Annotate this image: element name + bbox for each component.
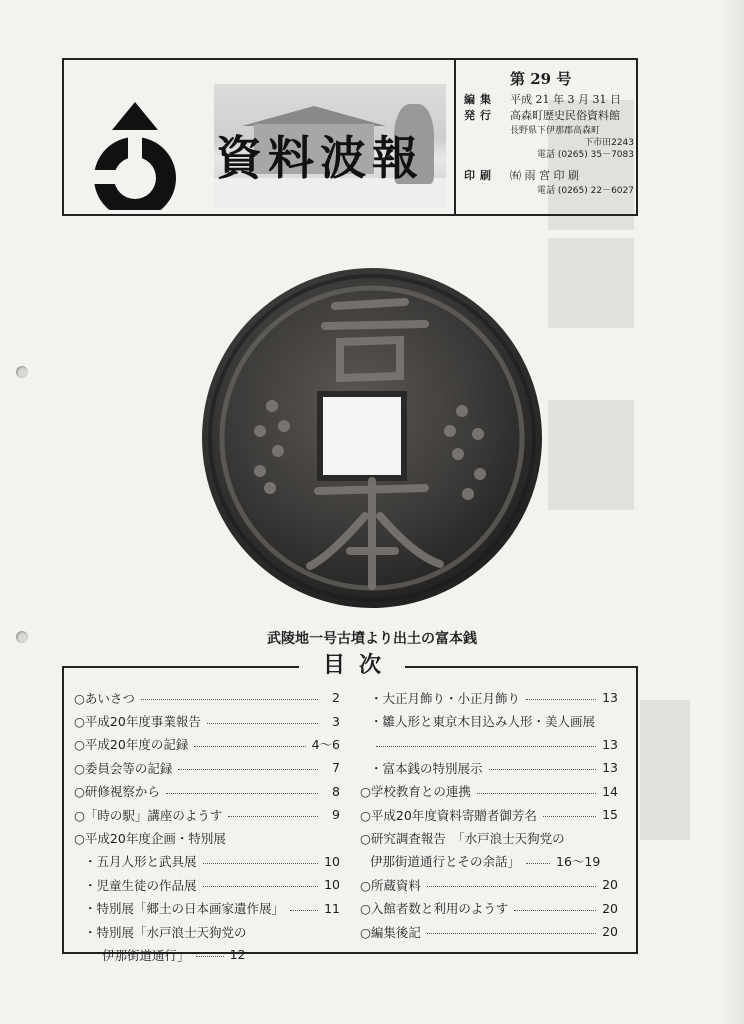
toc-item-page: 4～6 — [311, 737, 340, 753]
toc-item-page: 12 — [229, 947, 246, 963]
toc-item[interactable] — [74, 920, 340, 943]
toc-item[interactable] — [360, 873, 618, 896]
publisher-address: 長野県下伊那郡高森町 — [510, 126, 601, 136]
toc-item-label: ・特別展「水戸浪士天狗党の — [84, 924, 247, 940]
toc-item-page: 7 — [332, 760, 340, 776]
table-of-contents — [62, 653, 638, 963]
toc-item[interactable] — [360, 686, 618, 709]
masthead-title-area — [64, 60, 454, 214]
fuhonsen-coin-image — [200, 266, 544, 610]
toc-item[interactable] — [74, 873, 340, 896]
showthrough-photo — [548, 400, 634, 510]
toc-item-label: ○平成20年度事業報告 — [74, 714, 201, 730]
toc-item[interactable] — [74, 709, 340, 732]
toc-title-text: 目次 — [299, 653, 405, 678]
toc-item-page: 20 — [602, 924, 618, 940]
toc-item[interactable] — [74, 943, 340, 966]
toc-item-label: ・大正月飾り・小正月飾り — [370, 690, 521, 706]
toc-item-page: 16～19 — [556, 854, 601, 870]
masthead — [62, 58, 638, 216]
toc-item-page: 15 — [602, 807, 618, 823]
toc-item-label: ○入館者数と利用のようす — [360, 901, 509, 917]
showthrough-photo — [640, 700, 690, 840]
issue-number: 第 29 号 — [510, 70, 572, 88]
toc-item-label: ・特別展「郷土の日本画家遺作展」 — [84, 901, 285, 917]
toc-item-label: ・富本銭の特別展示 — [370, 760, 483, 776]
town-emblem-icon — [80, 100, 190, 210]
printer-name: ㈲ 雨 宮 印 刷 — [510, 169, 579, 182]
toc-item-page: 13 — [602, 690, 618, 706]
toc-item-page: 20 — [602, 900, 618, 916]
toc-item-label: 伊那街道通行とその余話」 — [370, 854, 521, 870]
toc-item-label: ○平成20年度企画・特別展 — [74, 831, 226, 847]
toc-item-page: 9 — [332, 807, 340, 823]
toc-item-label: ○所蔵資料 — [360, 877, 421, 893]
toc-item[interactable] — [360, 897, 618, 920]
coin-photo — [200, 266, 544, 610]
toc-item-page: 14 — [602, 783, 618, 799]
toc-item-page: 3 — [332, 713, 340, 729]
toc-item-label: ○研修視察から — [74, 784, 160, 800]
toc-item-page: 8 — [332, 783, 340, 799]
toc-item[interactable] — [360, 780, 618, 803]
publisher-name: 高森町歴史民俗資料館 — [510, 109, 620, 122]
toc-item-label: ○平成20年度の記録 — [74, 737, 189, 753]
info-row-printer — [464, 169, 634, 185]
toc-item-label: ・雛人形と東京木目込み人形・美人画展 — [370, 714, 596, 730]
toc-item-label: ○委員会等の記録 — [74, 760, 173, 776]
toc-right-column — [360, 686, 618, 943]
toc-item[interactable] — [360, 803, 618, 826]
toc-item[interactable] — [74, 897, 340, 920]
toc-item-page: 20 — [602, 877, 618, 893]
info-label: 編集 — [464, 93, 496, 106]
publisher-phone: 電話 (0265) 35－7083 — [536, 150, 634, 160]
toc-item-page: 10 — [324, 877, 340, 893]
newsletter-title: 資料波報 — [216, 131, 424, 185]
toc-item[interactable] — [74, 826, 340, 849]
toc-item[interactable] — [360, 920, 618, 943]
info-row-edit — [464, 93, 634, 109]
toc-item-page: 11 — [324, 900, 340, 916]
toc-item[interactable] — [74, 756, 340, 779]
toc-left-column — [74, 686, 340, 967]
toc-item-label: ・児童生徒の作品展 — [84, 877, 197, 893]
info-label: 印刷 — [464, 169, 496, 182]
toc-item-page: 13 — [602, 760, 618, 776]
toc-item-label: 伊那街道通行」 — [102, 947, 190, 963]
toc-item[interactable] — [360, 756, 618, 779]
toc-item[interactable] — [360, 709, 618, 732]
toc-item[interactable] — [74, 803, 340, 826]
toc-item-label: ○「時の駅」講座のようす — [74, 807, 223, 823]
toc-item-label: ・五月人形と武具展 — [84, 854, 197, 870]
toc-item-label: ○編集後記 — [360, 924, 421, 940]
toc-item[interactable] — [74, 733, 340, 756]
toc-item[interactable] — [360, 826, 618, 849]
publication-info — [464, 72, 634, 197]
toc-item-page: 10 — [324, 853, 340, 869]
toc-item-label: ○平成20年度資料寄贈者御芳名 — [360, 807, 537, 823]
toc-item-label: ○あいさつ — [74, 690, 135, 706]
photo-caption: 武陵地一号古墳より出土の富本銭 — [267, 631, 477, 647]
toc-item-page: 2 — [332, 690, 340, 706]
publisher-address-line2: 下市田2243 — [584, 138, 634, 148]
toc-item[interactable] — [74, 686, 340, 709]
toc-item-page: 13 — [602, 736, 618, 752]
toc-item[interactable] — [74, 780, 340, 803]
toc-title — [64, 648, 640, 679]
masthead-divider — [454, 60, 456, 214]
showthrough-photo — [548, 238, 634, 328]
toc-item[interactable] — [360, 733, 618, 756]
info-row-publisher — [464, 109, 634, 125]
toc-item[interactable] — [360, 850, 618, 873]
printer-phone: 電話 (0265) 22－6027 — [536, 186, 634, 196]
binder-hole — [16, 366, 28, 378]
info-label: 発行 — [464, 109, 496, 122]
toc-item-label: ○学校教育との連携 — [360, 784, 471, 800]
toc-item-label: ○研究調査報告 「水戸浪士天狗党の — [360, 831, 565, 847]
edit-date: 平成 21 年 3 月 31 日 — [510, 93, 621, 106]
page-edge-shadow — [722, 0, 744, 1024]
toc-item[interactable] — [74, 850, 340, 873]
